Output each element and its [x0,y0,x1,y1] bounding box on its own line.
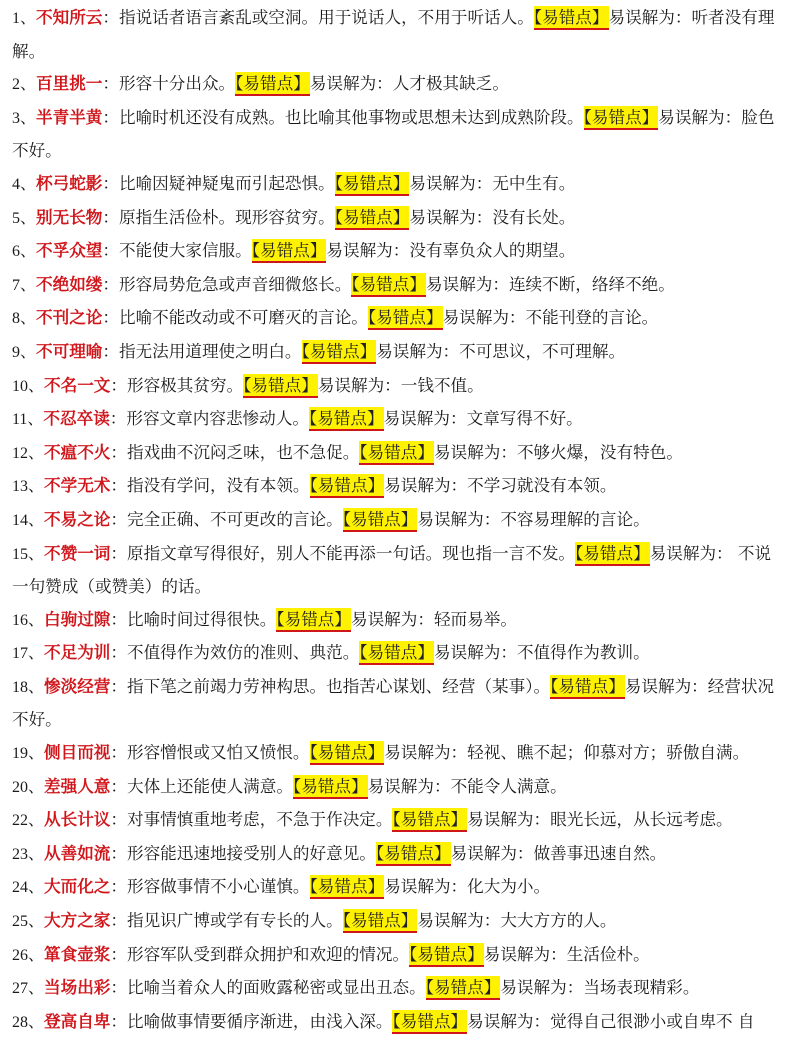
idiom-term: 箪食壶浆 [44,944,111,964]
item-number: 17、 [12,645,45,663]
idiom-definition: ：形容憎恨或又怕又愤恨。 [110,743,310,763]
item-number: 23、 [12,845,45,863]
error-point-marker: 【易错点】 [309,407,384,431]
idiom-term: 差强人意 [44,776,111,796]
item-number: 2、 [12,76,37,94]
misreading-label: 易误解为： [433,442,517,462]
idiom-definition: ：对事情慎重地考虑，不急于作决定。 [110,810,393,830]
misreading-label: 易误解为： [326,241,410,261]
idiom-term: 不学无术 [44,476,111,496]
misreading-label: 易误解为： [433,643,517,663]
list-item [12,403,784,437]
item-number: 16、 [12,611,45,629]
misreading-text: 觉得自己很渺小或自卑不 自 [550,1011,755,1031]
misreading-label: 易误解为： [608,8,692,27]
list-item [12,939,784,973]
misreading-text: 轻而易举。 [433,609,517,629]
error-point-marker: 【易错点】 [584,106,659,130]
error-point-marker: 【易错点】 [409,943,484,967]
misreading-text: 听者没有理解。 [12,8,775,61]
idiom-term: 不足为训 [44,643,111,663]
item-number: 14、 [12,511,45,529]
misreading-label: 易误解为： [500,978,584,998]
idiom-term: 不赞一词 [44,543,111,563]
misreading-text: 不能刊登的言论。 [525,308,659,328]
error-point-marker: 【易错点】 [359,441,434,465]
idiom-term: 不名一文 [44,375,111,395]
error-point-marker: 【易错点】 [343,909,418,933]
list-item [12,771,784,805]
error-point-marker: 【易错点】 [368,306,443,330]
item-number: 15、 [12,545,45,563]
idiom-term: 半青半黄 [36,107,103,127]
item-number: 13、 [12,478,45,496]
error-point-marker: 【易错点】 [235,72,310,96]
list-item [12,269,784,303]
error-point-marker: 【易错点】 [310,741,385,765]
idiom-term: 从长计议 [44,810,111,830]
idiom-term: 不瘟不火 [44,442,111,462]
error-point-marker: 【易错点】 [351,273,426,297]
idiom-definition: ：大体上还能使人满意。 [110,776,293,796]
list-item [12,235,784,269]
item-number: 9、 [12,343,37,361]
misreading-label: 易误解为： [425,274,509,294]
idiom-definition: ：比喻当着众人的面败露秘密或显出丑态。 [110,978,426,998]
misreading-label: 易误解为： [384,476,468,496]
error-point-marker: 【易错点】 [243,374,318,398]
list-item [12,68,784,102]
misreading-label: 易误解为： [376,341,460,361]
error-point-marker: 【易错点】 [302,340,377,364]
misreading-label: 易误解为： [317,375,401,395]
idiom-term: 杯弓蛇影 [36,173,103,193]
error-point-marker: 【易错点】 [392,808,467,832]
idiom-term: 当场出彩 [44,978,111,998]
misreading-label: 易误解为： [384,877,468,897]
error-point-marker: 【易错点】 [359,641,434,665]
item-number: 26、 [12,946,45,964]
misreading-text: 做善事迅速自然。 [533,843,667,863]
list-item [12,737,784,771]
misreading-text: 不值得作为教训。 [516,643,650,663]
idiom-term: 百里挑一 [36,74,103,94]
misreading-text: 没有长处。 [492,207,576,227]
idiom-definition: ：形容局势危急或声音细微悠长。 [102,274,352,294]
idiom-definition: ：形容军队受到群众拥护和欢迎的情况。 [110,944,410,964]
idiom-definition: ：完全正确、不可更改的言论。 [110,509,343,529]
item-number: 27、 [12,980,45,998]
list-item [12,972,784,1006]
idiom-term: 大而化之 [44,877,111,897]
misreading-text: 不说一句赞成（或赞美）的话。 [12,543,772,597]
idiom-list [12,2,784,1039]
item-number: 5、 [12,209,37,227]
error-point-marker: 【易错点】 [335,206,410,230]
idiom-definition: ：指下笔之前竭力劳神构思。也指苦心谋划、经营（某事）。 [110,676,551,696]
item-number: 24、 [12,879,45,897]
misreading-label: 易误解为： [442,308,526,328]
error-point-marker: 【易错点】 [252,239,327,263]
idiom-definition: ：指无法用道理使之明白。 [102,341,302,361]
list-item [12,202,784,236]
list-item [12,671,784,737]
idiom-term: 白驹过隙 [44,609,111,629]
misreading-text: 无中生有。 [492,173,576,193]
misreading-label: 易误解为： [409,207,493,227]
idiom-definition: ：指戏曲不沉闷乏味，也不急促。 [110,442,360,462]
idiom-definition: ：指没有学问，没有本领。 [110,476,310,496]
error-point-marker: 【易错点】 [343,508,418,532]
misreading-text: 化大为小。 [467,877,551,897]
item-number: 18、 [12,678,45,696]
idiom-term: 不绝如缕 [36,274,103,294]
idiom-definition: ：比喻做事情要循序渐进，由浅入深。 [110,1011,393,1031]
list-item [12,905,784,939]
list-item [12,102,784,168]
idiom-definition: ：指见识广博或学有专长的人。 [110,911,343,931]
idiom-definition: ：形容极其贫穷。 [110,375,244,395]
error-point-marker: 【易错点】 [293,775,368,799]
error-point-marker: 【易错点】 [276,608,351,632]
misreading-label: 易误解为： [417,509,501,529]
idiom-term: 惨淡经营 [44,676,111,696]
item-number: 6、 [12,243,37,261]
error-point-marker: 【易错点】 [310,875,385,899]
misreading-label: 易误解为： [649,543,733,563]
idiom-definition: ：不值得作为效仿的准则、典范。 [110,643,360,663]
list-item [12,370,784,404]
list-item [12,538,784,604]
idiom-definition: ：原指文章写得很好，别人不能再添一句话。现也指一言不发。 [110,543,576,563]
misreading-text: 连续不断，络绎不绝。 [508,274,675,294]
item-number: 22、 [12,812,45,830]
misreading-label: 易误解为： [450,843,534,863]
misreading-label: 易误解为： [383,409,467,429]
misreading-text: 不可思议，不可理解。 [459,341,626,361]
list-item [12,470,784,504]
idiom-definition: ：比喻不能改动或不可磨灭的言论。 [102,308,368,328]
list-item [12,504,784,538]
misreading-text: 生活俭朴。 [566,944,650,964]
item-number: 25、 [12,913,45,931]
misreading-text: 没有辜负众人的期望。 [409,241,576,261]
list-item [12,804,784,838]
idiom-definition: ：指说话者语言紊乱或空洞。用于说话人，不用于听话人。 [102,8,534,27]
error-point-marker: 【易错点】 [534,6,609,30]
misreading-text: 脸色不好。 [12,107,775,161]
misreading-text: 轻视、瞧不起；仰慕对方；骄傲自满。 [467,743,750,763]
misreading-text: 眼光长远，从长远考虑。 [550,810,733,830]
idiom-term: 大方之家 [44,911,111,931]
misreading-text: 不容易理解的言论。 [500,509,650,529]
item-number: 7、 [12,276,37,294]
error-point-marker: 【易错点】 [392,1010,467,1034]
item-number: 20、 [12,778,45,796]
idiom-definition: ：形容能迅速地接受别人的好意见。 [110,843,376,863]
idiom-definition: ：形容文章内容悲惨动人。 [109,409,309,429]
idiom-term: 不易之论 [44,509,111,529]
idiom-term: 不知所云 [36,8,103,27]
list-item [12,637,784,671]
misreading-label: 易误解为： [467,1011,551,1031]
item-number: 10、 [12,377,45,395]
misreading-label: 易误解为： [309,74,393,94]
misreading-label: 易误解为： [624,676,708,696]
idiom-term: 登高自卑 [44,1011,111,1031]
idiom-definition: ：比喻时间过得很快。 [110,609,277,629]
idiom-term: 从善如流 [44,843,111,863]
list-item [12,838,784,872]
misreading-text: 不够火爆，没有特色。 [516,442,683,462]
item-number: 1、 [12,10,37,27]
idiom-definition: ：比喻时机还没有成熟。也比喻其他事物或思想未达到成熟阶段。 [102,107,584,127]
item-number: 8、 [12,310,37,328]
item-number: 19、 [12,745,45,763]
misreading-text: 文章写得不好。 [466,409,583,429]
misreading-text: 大大方方的人。 [500,911,617,931]
misreading-label: 易误解为： [483,944,567,964]
list-item [12,604,784,638]
misreading-label: 易误解为： [409,173,493,193]
idiom-definition: ：形容十分出众。 [102,74,236,94]
item-number: 4、 [12,175,37,193]
misreading-text: 经营状况不好。 [12,676,775,730]
misreading-label: 易误解为： [658,107,742,127]
error-point-marker: 【易错点】 [550,675,625,699]
error-point-marker: 【易错点】 [376,842,451,866]
item-number: 28、 [12,1013,45,1031]
idiom-term: 不刊之论 [36,308,103,328]
misreading-text: 不学习就没有本领。 [467,476,617,496]
item-number: 3、 [12,109,37,127]
idiom-definition: ：不能使大家信服。 [102,241,252,261]
error-point-marker: 【易错点】 [426,976,501,1000]
error-point-marker: 【易错点】 [310,474,385,498]
idiom-definition: ：原指生活俭朴。现形容贫穷。 [102,207,335,227]
error-point-marker: 【易错点】 [575,542,650,566]
misreading-text: 不能令人满意。 [450,776,567,796]
misreading-label: 易误解为： [351,609,434,629]
error-point-marker: 【易错点】 [335,172,410,196]
idiom-term: 别无长物 [36,207,103,227]
idiom-definition: ：形容做事情不小心谨慎。 [110,877,310,897]
misreading-text: 一钱不值。 [400,375,484,395]
list-item [12,168,784,202]
misreading-label: 易误解为： [384,743,468,763]
misreading-text: 当场表现精彩。 [583,978,700,998]
item-number: 11、 [12,411,44,429]
list-item [12,437,784,471]
list-item [12,2,784,68]
misreading-label: 易误解为： [367,776,451,796]
misreading-text: 人才极其缺乏。 [392,74,509,94]
list-item [12,871,784,905]
idiom-term: 不忍卒读 [43,409,110,429]
item-number: 12、 [12,444,45,462]
idiom-definition: ：比喻因疑神疑鬼而引起恐惧。 [102,173,335,193]
misreading-label: 易误解为： [417,911,501,931]
list-item [12,1006,784,1039]
idiom-term: 不孚众望 [36,241,103,261]
list-item [12,302,784,336]
misreading-label: 易误解为： [467,810,551,830]
list-item [12,336,784,370]
idiom-term: 侧目而视 [44,743,111,763]
idiom-term: 不可理喻 [36,341,103,361]
